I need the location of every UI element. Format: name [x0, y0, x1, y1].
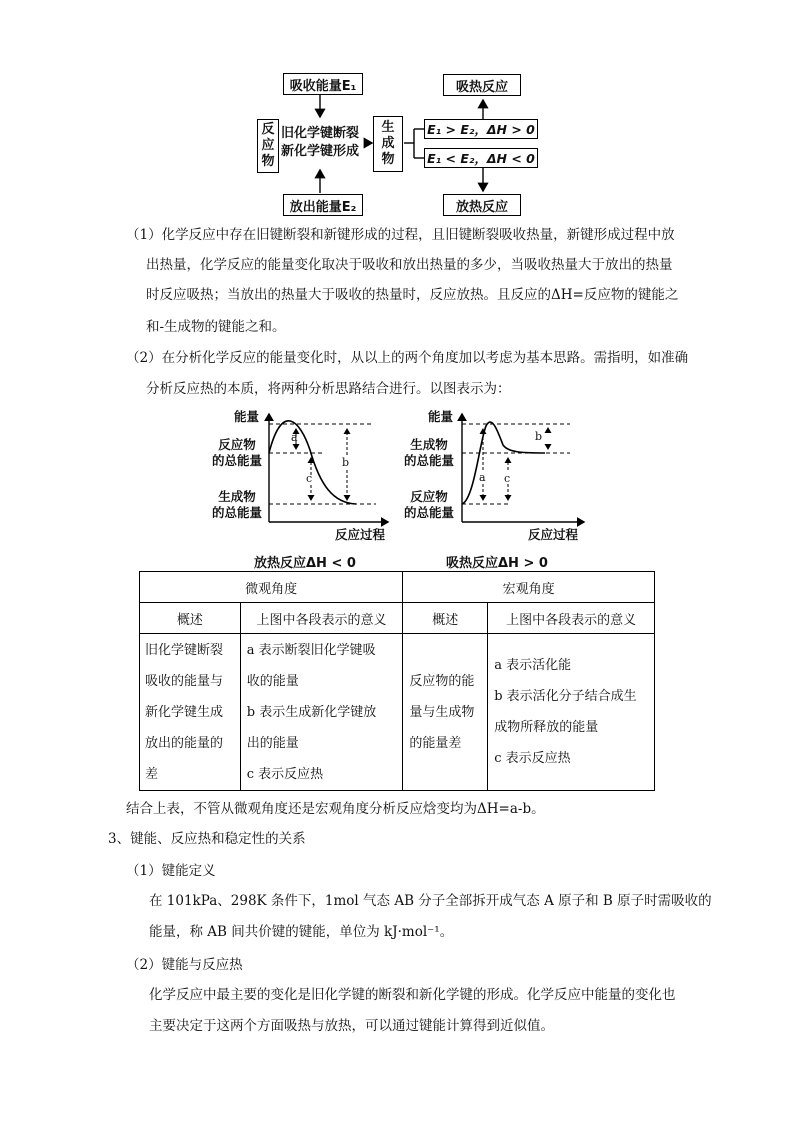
micro-header: 微观角度	[140, 572, 403, 603]
exothermic-result-box: 放热反应	[443, 194, 521, 216]
bond-energy-def-line2: 能量，称 AB 间共价键的键能，单位为 kJ·mol⁻¹。	[149, 924, 454, 940]
macro-summary-header: 概述	[403, 603, 488, 634]
macro-meaning-line: a 表示活化能	[494, 658, 572, 673]
left-xlabel: 反应过程	[335, 527, 386, 542]
reactant-char-1: 反	[261, 122, 275, 137]
micro-meaning-line: a 表示断裂旧化学键吸	[246, 642, 376, 658]
right-ylabel: 能量	[428, 409, 454, 424]
macro-header: 宏观角度	[403, 572, 655, 603]
bond-form-text: 新化学键形成	[281, 144, 360, 159]
micro-summary-line: 新化学键生成	[145, 704, 224, 720]
section3-heading: 3、键能、反应热和稳定性的关系	[108, 831, 306, 847]
right-label-c: c	[504, 472, 511, 485]
right-level1-label	[404, 437, 454, 469]
right-chart-title: 吸热反应ΔH > 0	[446, 556, 548, 571]
micro-summary-line: 差	[145, 766, 159, 782]
para2-line1: （2）在分析化学反应的能量变化时，从以上的两个角度加以考虑为基本思路。需指明，如准确	[126, 350, 689, 366]
micro-meaning-line: c 表示反应热	[246, 766, 324, 782]
macro-meaning-line: 成物所释放的能量	[494, 720, 599, 735]
para1-line4: 和-生成物的键能之和。	[146, 319, 286, 335]
para1-line1: （1）化学反应中存在旧键断裂和新键形成的过程，且旧键断裂吸收热量，新键形成过程中放	[126, 227, 675, 243]
micro-summary-header: 概述	[140, 603, 241, 634]
macro-meaning-line: c 表示反应热	[494, 751, 571, 766]
bond-break-text: 旧化学键断裂	[281, 126, 360, 141]
macro-meaning-line: b 表示活化分子结合成生	[494, 689, 637, 704]
para1-line3: 时反应吸热；当放出的热量大于吸收的热量时，反应放热。且反应的ΔH=反应物的键能之	[146, 287, 679, 303]
right-level1-line1: 生成物	[410, 437, 448, 452]
micro-meaning-line: 出的能量	[246, 735, 299, 751]
reactant-char-2: 应	[261, 138, 275, 153]
micro-meaning-line: 收的能量	[246, 673, 299, 689]
endothermic-condition-box: E₁ > E₂，ΔH > 0	[424, 119, 538, 139]
bond-energy-def-line1: 在 101kPa、298K 条件下，1mol 气态 AB 分子全部拆开成气态 A 原子和 B 原子时需吸收的	[149, 893, 712, 909]
comparison-table	[139, 571, 655, 791]
micro-summary-line: 放出的能量的	[145, 735, 224, 751]
macro-summary-line: 反应物的能	[409, 673, 475, 689]
micro-summary-cell	[140, 634, 241, 791]
release-energy-box: 放出能量E₂	[283, 194, 363, 216]
right-level2-label	[404, 489, 454, 521]
left-level1-label	[212, 437, 262, 469]
micro-summary-line: 吸收的能量与	[145, 673, 224, 689]
summary-line: 结合上表，不管从微观角度还是宏观角度分析反应焓变均为ΔH=a-b。	[126, 801, 545, 817]
right-level2-line1: 反应物	[410, 489, 448, 504]
macro-summary-line: 量与生成物	[409, 704, 475, 720]
right-xlabel: 反应过程	[528, 527, 579, 542]
micro-meaning-cell	[240, 634, 403, 791]
micro-summary-line: 旧化学键断裂	[145, 642, 224, 658]
macro-summary-line: 的能量差	[409, 735, 462, 751]
left-label-a: a	[291, 431, 298, 444]
product-char-1: 生	[381, 120, 395, 135]
macro-meaning-cell	[488, 634, 655, 791]
para1-line2: 出热量，化学反应的能量变化取决于吸收和放出热量的多少，当吸收热量大于放出的热量	[146, 257, 673, 273]
macro-meaning-header: 上图中各段表示的意义	[488, 603, 655, 634]
right-level2-line2: 的总能量	[404, 505, 455, 520]
bond-heat-line2: 主要决定于这两个方面吸热与放热，可以通过键能计算得到近似值。	[149, 1018, 554, 1034]
macro-summary-cell	[403, 634, 488, 791]
left-level2-line1: 生成物	[218, 489, 256, 504]
reactant-char-3: 物	[261, 154, 275, 169]
para2-line2: 分析反应热的本质，将两种分析思路结合进行。以图表示为：	[146, 381, 511, 397]
left-label-c: c	[306, 472, 313, 485]
left-level1-line1: 反应物	[218, 437, 256, 452]
left-label-b: b	[342, 456, 350, 469]
left-ylabel: 能量	[234, 409, 260, 424]
left-chart-title: 放热反应ΔH < 0	[254, 556, 356, 571]
left-level2-line2: 的总能量	[212, 505, 263, 520]
right-energy-curve	[462, 422, 545, 504]
left-level2-label	[212, 489, 262, 521]
right-level1-line2: 的总能量	[404, 453, 455, 468]
product-char-2: 成	[381, 136, 395, 151]
exothermic-chart	[269, 414, 388, 522]
right-label-b: b	[535, 430, 543, 443]
exothermic-condition-box: E₁ < E₂，ΔH < 0	[424, 148, 538, 168]
absorb-energy-box: 吸收能量E₁	[283, 73, 363, 95]
left-level1-line2: 的总能量	[212, 453, 263, 468]
section3-2-heading: （2）键能与反应热	[126, 957, 243, 973]
section3-1-heading: （1）键能定义	[126, 863, 216, 879]
endothermic-chart	[462, 414, 584, 522]
endothermic-result-box: 吸热反应	[443, 74, 521, 96]
micro-meaning-header: 上图中各段表示的意义	[240, 603, 403, 634]
product-char-3: 物	[381, 152, 395, 167]
micro-meaning-line: b 表示生成新化学键放	[246, 704, 377, 720]
bond-heat-line1: 化学反应中最主要的变化是旧化学键的断裂和新化学键的形成。化学反应中能量的变化也	[149, 987, 676, 1003]
right-label-a: a	[479, 471, 486, 484]
